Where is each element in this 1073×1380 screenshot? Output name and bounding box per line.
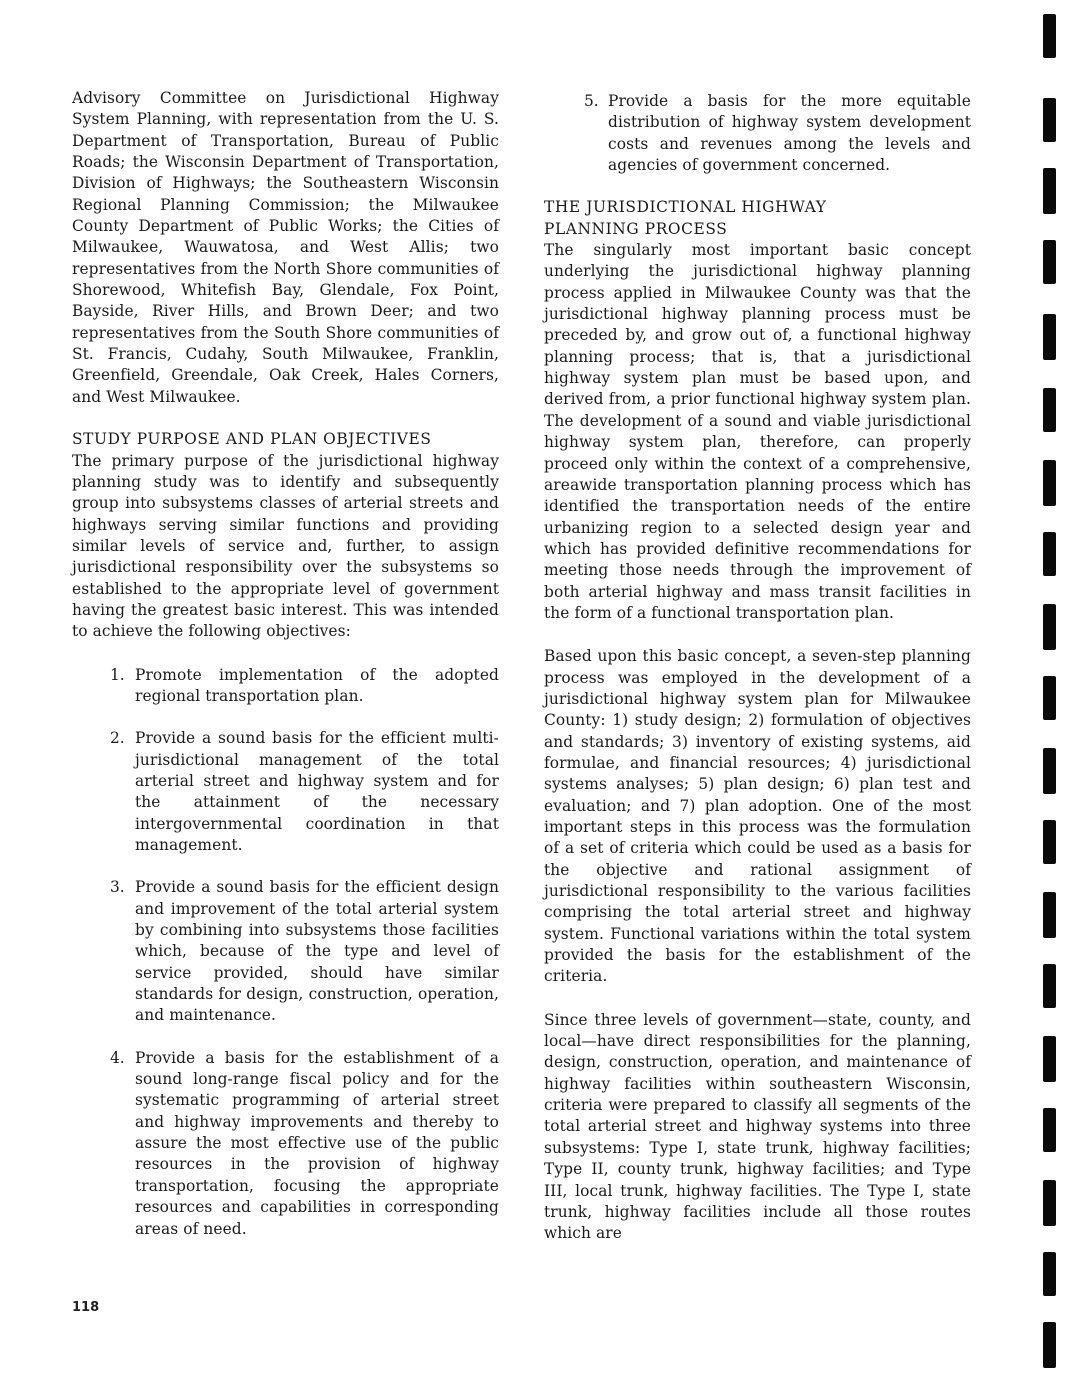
binder-mark (1043, 748, 1056, 794)
planning-paragraph-1: The singularly most important basic concept underlying the jurisdictional highway planning process applied in Milwaukee County was that the jurisdictional highway planning process must be preceded by, and grow out of, a functional highway planning process; that is, that a jurisdictional highway system plan must be based upon, and derived from, a prior functional highway system plan. The development of a sound and viable jurisdictional highway system plan, therefore, can properly proceed only within the context of a comprehensive, areawide transportation planning process which has identified the transportation needs of the entire urbanizing region to a selected design year and which has provided definitive recommendations for meeting those needs through the improvement of both arterial highway and mass transit facilities in the form of a functional transportation plan. (544, 241, 971, 622)
binder-mark (1043, 460, 1056, 506)
section-heading-study-purpose: STUDY PURPOSE AND PLAN OBJECTIVES (72, 430, 432, 449)
objective-number: 3. (110, 878, 125, 897)
objective-number: 1. (110, 665, 125, 684)
binder-mark (1043, 604, 1056, 650)
binder-mark (1043, 14, 1056, 58)
binder-mark (1043, 532, 1056, 576)
objective-text: Promote implementation of the adopted regional transportation plan. (135, 665, 499, 705)
section-heading-planning-process-line1: THE JURISDICTIONAL HIGHWAY (544, 198, 827, 217)
objective-item-2 (72, 728, 499, 856)
planning-paragraph-2: Based upon this basic concept, a seven-step planning process was employed in the development of a jurisdictional highway system plan for Milwaukee County: 1) study design; 2) formulation of objectives and standards; 3) inventory of existing systems, aid formulae, and financial resources; 4) jurisdictional systems analyses; 5) plan design; 6) plan test and evaluation; and 7) plan adoption. One of the most important steps in this process was the formulation of a set of criteria which could be used as a basis for the objective and rational assignment of jurisdictional responsibility to the various facilities comprising the total arterial street and highway system. Functional variations within the total system provided the basis for the establishment of the criteria. (544, 647, 971, 986)
objectives-list (72, 665, 499, 1240)
binder-mark (1043, 892, 1056, 938)
left-column (72, 88, 499, 1240)
page-number: 118 (72, 1300, 100, 1315)
binder-mark (1043, 1108, 1056, 1152)
section-heading-planning-process-line2: PLANNING PROCESS (544, 219, 728, 238)
objective-item-4 (72, 1048, 499, 1240)
binder-mark (1043, 676, 1056, 720)
binder-mark (1043, 98, 1056, 142)
binder-mark (1043, 1252, 1056, 1296)
objective-text: Provide a basis for the more equitable distribution of highway system development costs and revenues among the levels and agencies of government concerned. (608, 92, 971, 175)
purpose-paragraph: The primary purpose of the jurisdictional highway planning study was to identify and subsequently group into subsystems classes of arterial streets and highways serving similar functions and providing similar levels of service and, further, to assign jurisdictional responsibility over the subsystems so established to the appropriate level of government having the greatest basic interest. This was intended to achieve the following objectives: (72, 451, 499, 641)
objective-text: Provide a sound basis for the efficient design and improvement of the total arterial system by combining into subsystems those facilities which, because of the type and level of service provided, should have similar standards for design, construction, operation, and maintenance. (135, 878, 499, 1025)
binder-mark (1043, 964, 1056, 1008)
objective-text: Provide a basis for the establishment of a sound long-range fiscal policy and for the systematic programming of arterial street and highway improvements and thereby to assure the most effective use of the public resources in the provision of highway transportation, focusing the appropriate resources and capabilities in corresponding areas of need. (135, 1048, 499, 1238)
objective-number: 4. (110, 1048, 125, 1067)
objective-number: 2. (110, 729, 125, 748)
objective-text: Provide a sound basis for the efficient multi-jurisdictional management of the total arterial street and highway system and for the attainment of the necessary intergovernmental coordination in that management. (135, 729, 499, 854)
objective-item-1 (72, 665, 499, 708)
binder-mark (1043, 388, 1056, 432)
binder-edge-marks (1043, 0, 1059, 1380)
binder-mark (1043, 1322, 1056, 1368)
binder-mark (1043, 1036, 1056, 1082)
right-column (544, 88, 971, 1245)
binder-mark (1043, 820, 1056, 864)
objective-item-5 (544, 91, 971, 176)
planning-paragraph-3: Since three levels of government—state, county, and local—have direct responsibilities for the planning, design, construction, operation, and maintenance of highway facilities within southeastern Wisconsin, criteria were prepared to classify all segments of the total arterial street and highway systems into three subsystems: Type I, state trunk, highway facilities; Type II, county trunk, highway facilities; and Type III, local trunk, highway facilities. The Type I, state trunk, highway facilities include all those routes which are (544, 1010, 971, 1243)
objective-number: 5. (584, 92, 599, 110)
binder-mark (1043, 314, 1056, 360)
binder-mark (1043, 240, 1056, 284)
binder-mark (1043, 168, 1056, 214)
binder-mark (1043, 1180, 1056, 1226)
objective-item-3 (72, 877, 499, 1026)
intro-paragraph: Advisory Committee on Jurisdictional Highway System Planning, with representation from the U. S. Department of Transportation, Bureau of Public Roads; the Wisconsin Department of Transportation, Division of Highways; the Southeastern Wisconsin Regional Planning Commission; the Milwaukee County Department of Public Works; the Cities of Milwaukee, Wauwatosa, and West Allis; two representatives from the North Shore communities of Shorewood, Whitefish Bay, Glendale, Fox Point, Bayside, River Hills, and Brown Deer; and two representatives from the South Shore communities of St. Francis, Cudahy, South Milwaukee, Franklin, Greenfield, Greendale, Oak Creek, Hales Corners, and West Milwaukee. (72, 89, 499, 406)
